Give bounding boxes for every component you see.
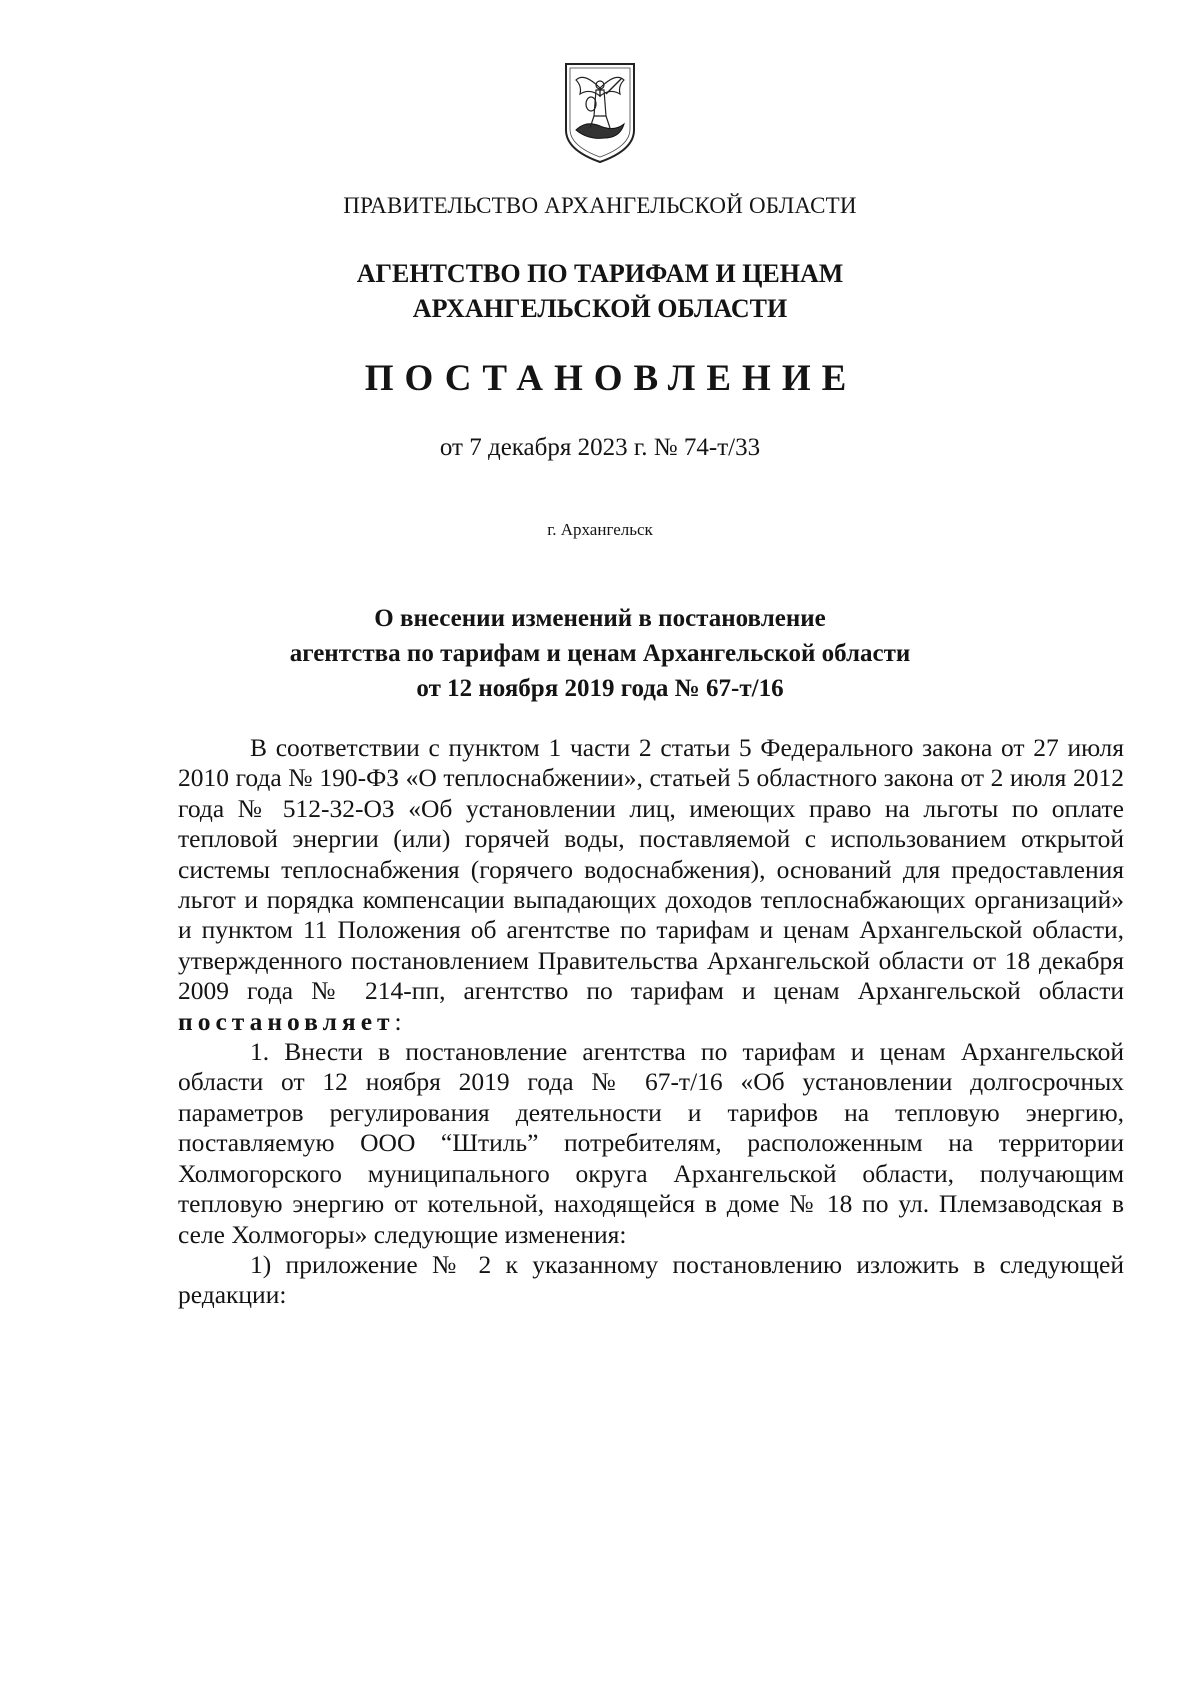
item-1-paragraph: 1. Внести в постановление агентства по тарифам и ценам Архангельской области от 12 ноября 2019 года № 67-т/16 «Об установлении долгосрочных параметров регулирования деятельности и тарифов на тепловую энергию, поставляемую ООО “Штиль” потребителям, расположенным на территории Холмогорского муниципального округа Архангельской области, получающим тепловую энергию от котельной, находящейся в доме № 18 по ул. Племзаводская в селе Холмогоры» следующие изменения: <box>178 1037 1124 1249</box>
subject-line1: О внесении изменений в постановление <box>374 605 826 632</box>
item-1-1-paragraph: 1) приложение № 2 к указанному постановлению изложить в следующей редакции: <box>178 1249 1124 1310</box>
date-and-number: от 7 декабря 2023 г. № 74-т/33 <box>439 434 761 461</box>
city-name: г. Архангельск <box>547 520 653 539</box>
preamble-paragraph <box>178 733 1124 1037</box>
agency-name <box>0 256 1200 326</box>
document-subject <box>0 601 1200 706</box>
agency-name-line2: АРХАНГЕЛЬСКОЙ ОБЛАСТИ <box>412 294 788 323</box>
government-name: ПРАВИТЕЛЬСТВО АРХАНГЕЛЬСКОЙ ОБЛАСТИ <box>343 193 857 218</box>
subject-line3: от 12 ноября 2019 года № 67-т/16 <box>416 675 784 702</box>
agency-name-line1: АГЕНТСТВО ПО ТАРИФАМ И ЦЕНАМ <box>356 259 844 288</box>
coat-of-arms-icon <box>560 58 640 168</box>
subject-line2: агентства по тарифам и ценам Архангельской области <box>289 640 911 667</box>
document-type-title: ПОСТАНОВЛЕНИЕ <box>364 358 858 399</box>
preamble-text: В соответствии с пунктом 1 части 2 статьи 5 Федерального закона от 27 июля 2010 года № 190-ФЗ «О теплоснабжении», статьей 5 областного закона от 2 июля 2012 года № 512-32-ОЗ «Об установлении лиц, имеющих право на льготы по оплате тепловой энергии (или) горячей воды, поставляемой с использованием открытой системы теплоснабжения (горячего водоснабжения), оснований для предоставления льгот и порядка компенсации выпадающих доходов теплоснабжающих организаций» и пунктом 11 Положения об агентстве по тарифам и ценам Архангельской области, утвержденного постановлением Правительства Архангельской области от 18 декабря 2009 года № 214-пп, агентство по тарифам и ценам Архангельской области <box>178 733 1124 1006</box>
document-body <box>178 733 1124 1311</box>
decree-colon: : <box>394 1006 402 1036</box>
coat-of-arms-emblem <box>560 58 640 168</box>
decree-word: постановляет <box>178 1006 395 1036</box>
